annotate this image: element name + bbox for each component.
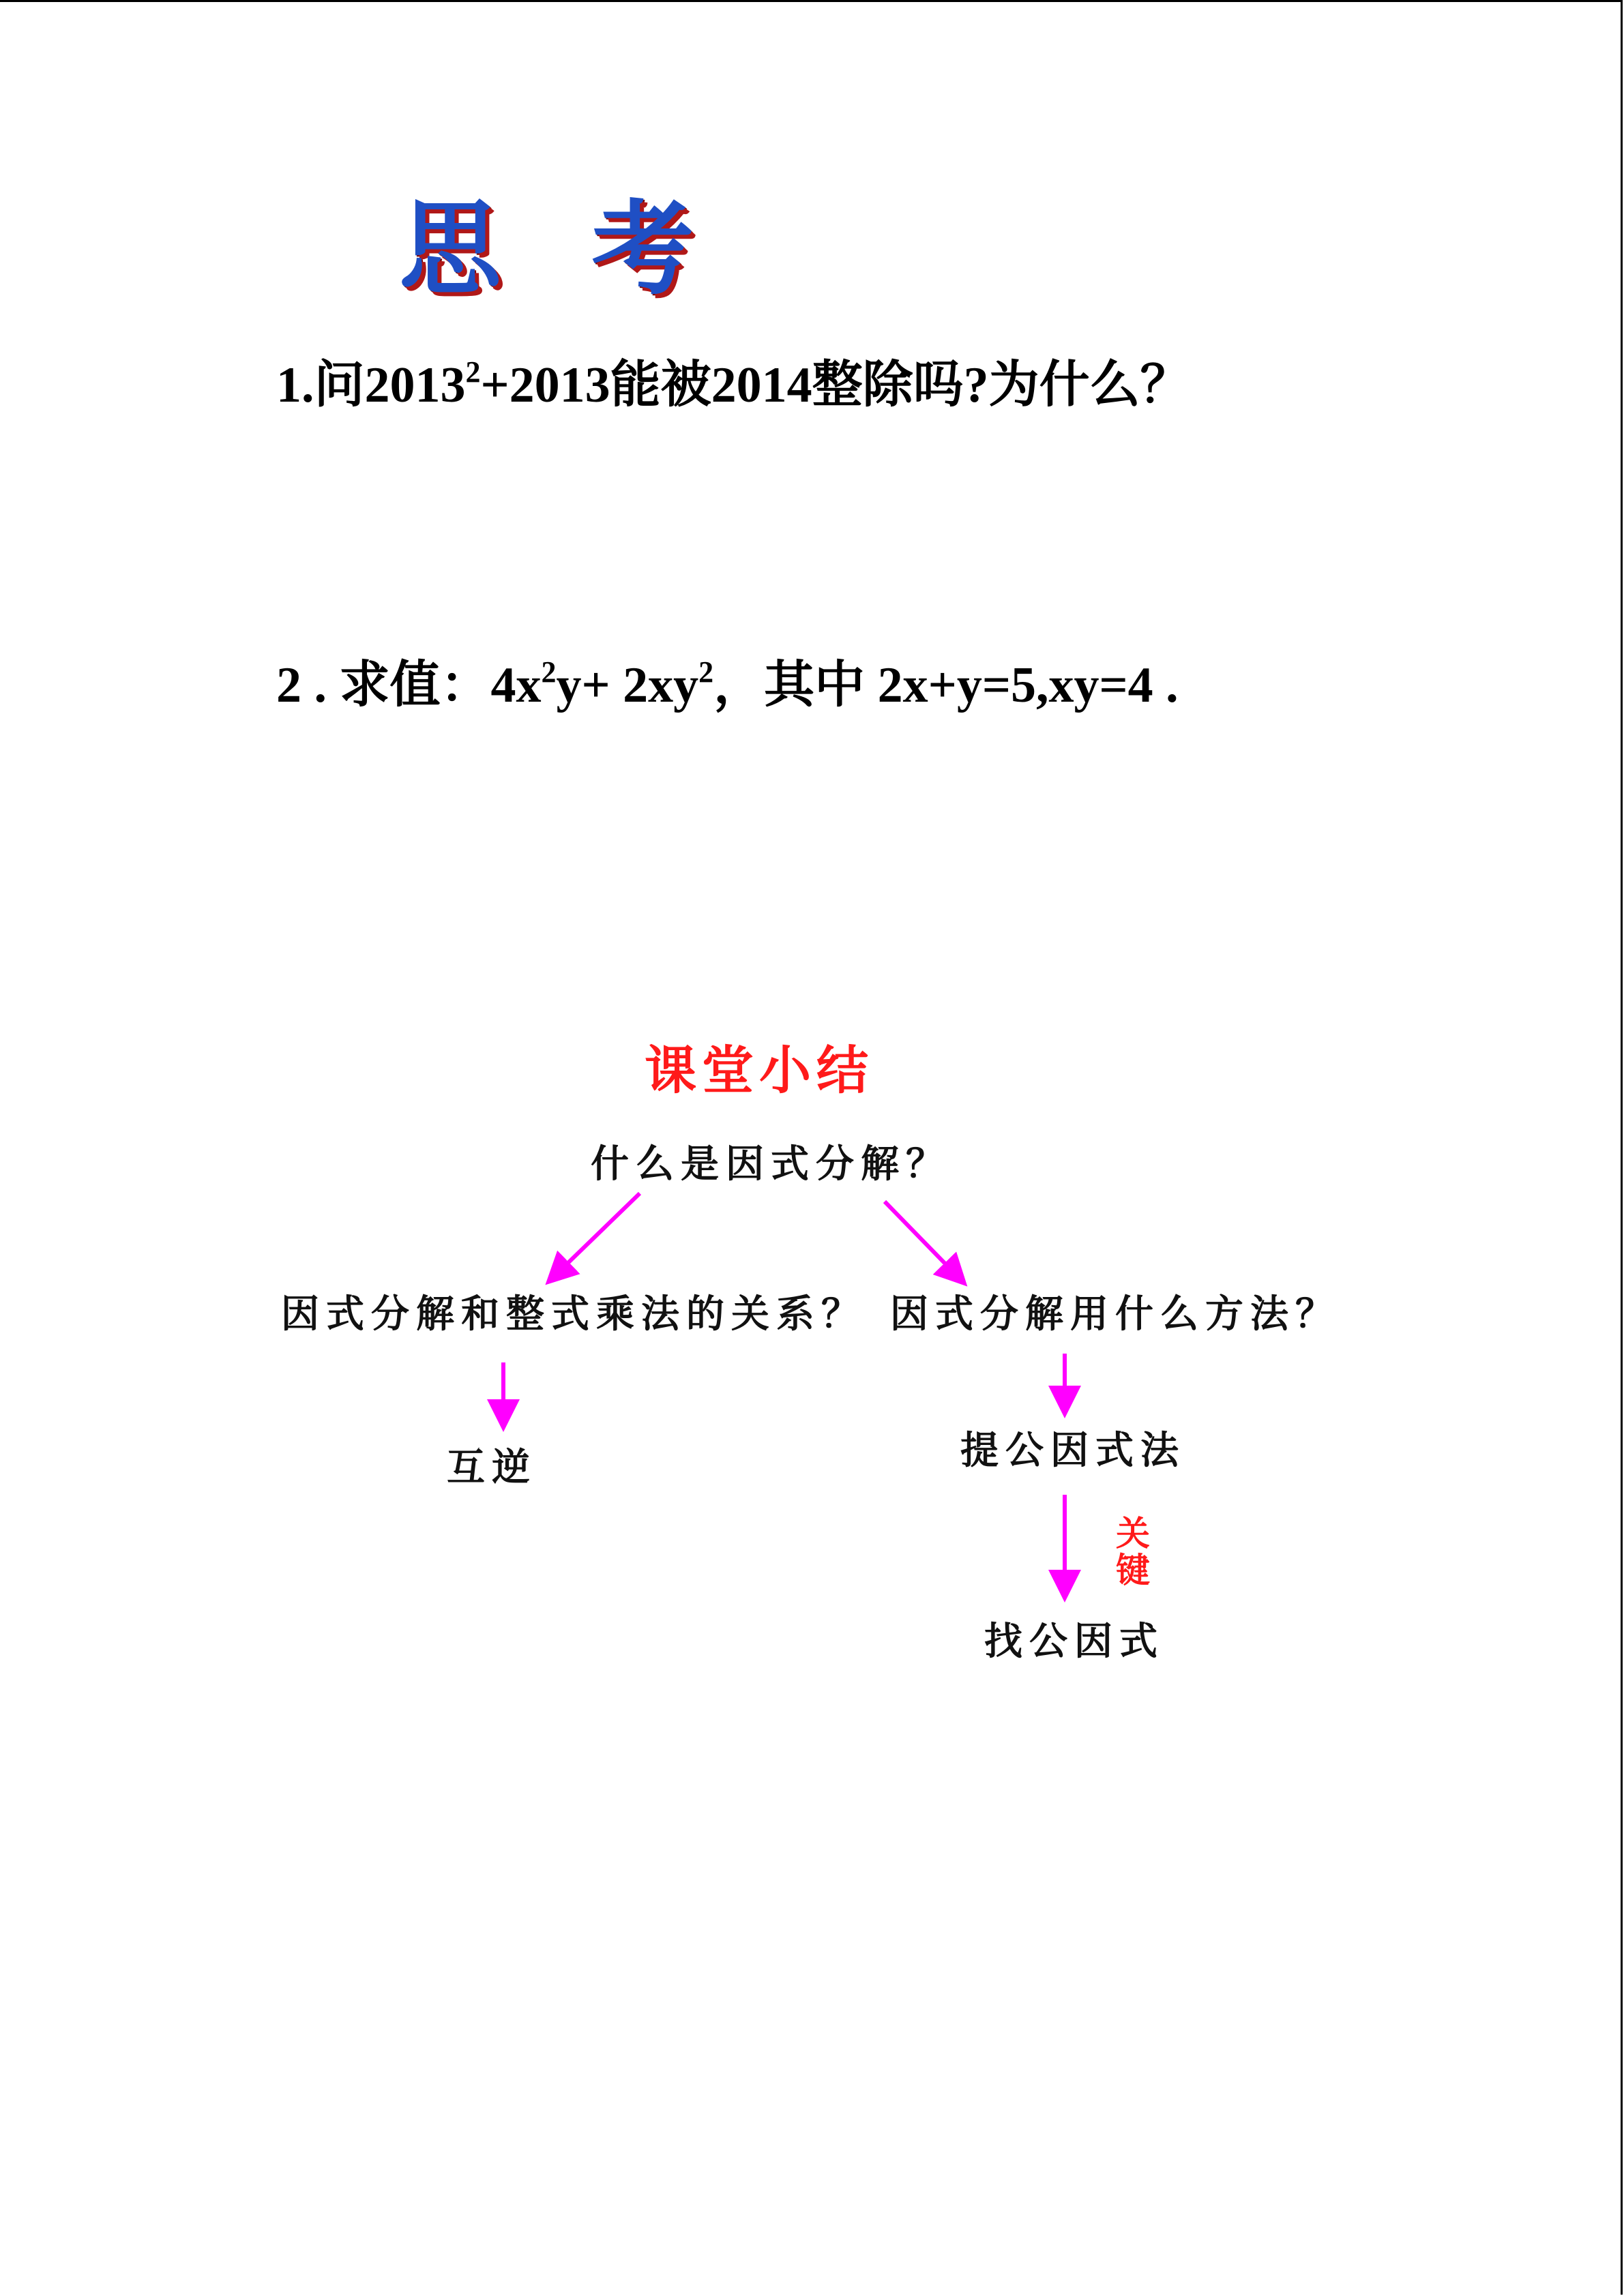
think-heading: 思 考 <box>399 189 722 309</box>
question-2 <box>276 655 1179 713</box>
question-2-part1: 2 . 求值：4x <box>276 657 542 713</box>
summary-right-result: 提公因式法 <box>960 1429 1185 1473</box>
question-2-exponent-2: 2 <box>698 655 714 689</box>
summary-right-branch: 因式分解用什么方法？ <box>890 1292 1340 1337</box>
question-1-exponent: 2 <box>465 355 481 389</box>
summary-left-result: 互逆 <box>447 1446 537 1490</box>
summary-left-branch: 因式分解和整式乘法的关系？ <box>281 1292 866 1337</box>
question-2-exponent-1: 2 <box>541 655 557 689</box>
question-2-part3: ，其中 2x+y=5,xy=4 . <box>713 657 1179 713</box>
summary-title: 课堂小结 <box>645 1040 874 1101</box>
question-2-part2: y+ 2xy <box>556 657 699 713</box>
question-1-prefix: 1.问2013 <box>276 357 466 413</box>
question-1-suffix: +2013能被2014整除吗?为什么？ <box>480 357 1191 413</box>
summary-key-label: 关键 <box>1116 1514 1150 1590</box>
question-1 <box>276 355 1191 413</box>
summary-root-question: 什么是因式分解？ <box>591 1142 951 1187</box>
summary-final-result: 找公因式 <box>984 1620 1164 1664</box>
